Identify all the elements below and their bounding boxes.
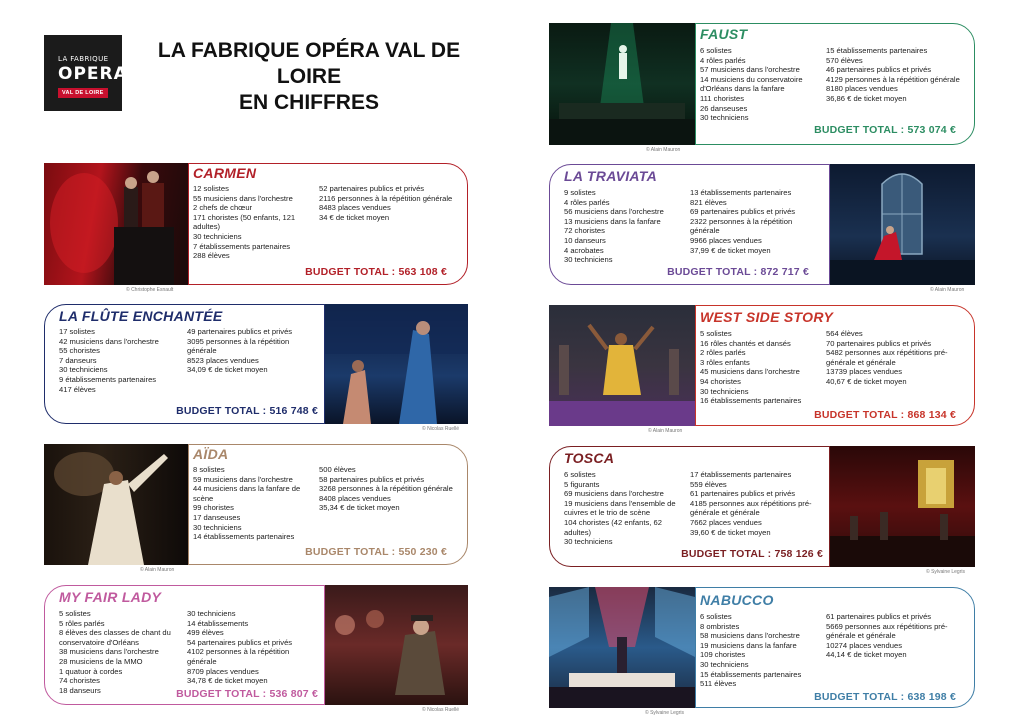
carmen-title: CARMEN [193, 165, 257, 181]
stat-line: 30 techniciens [700, 659, 749, 669]
stat-line: 17 danseuses [193, 512, 241, 522]
nabucco-budget: BUDGET TOTAL : 638 198 € [814, 691, 956, 703]
stat-line: 9966 places vendues [690, 235, 762, 245]
flute-stats-col-1 [59, 327, 184, 394]
stat-line: 17 solistes [59, 327, 95, 336]
aida-photo [44, 444, 188, 565]
stat-line: 288 élèves [193, 251, 230, 261]
stat-line: 55 musiciens dans l'orchestre [193, 193, 293, 203]
faust-stats-col-1 [700, 46, 824, 123]
page-title [124, 38, 494, 116]
stat-line: 5 rôles parlés [59, 618, 105, 628]
stat-line: 500 élèves [319, 465, 356, 474]
stat-line: 13 musiciens dans la fanfare [564, 216, 661, 226]
flute-card [44, 304, 325, 424]
fairlady-photo [325, 585, 468, 705]
flute-budget: BUDGET TOTAL : 516 748 € [176, 405, 318, 417]
aida-budget: BUDGET TOTAL : 550 230 € [305, 546, 447, 558]
stat-line: 499 élèves [187, 628, 224, 638]
stat-line: 26 danseuses [700, 103, 748, 113]
stat-line: 7662 places vendues [690, 517, 762, 527]
faust-photo-credit: © Alain Mauron [646, 147, 681, 153]
aida-stats-col-1 [193, 465, 315, 542]
stat-line: 30 techniciens [187, 609, 236, 618]
stat-line: 19 musiciens dans la fanfare [700, 640, 797, 650]
stat-line: 5 solistes [59, 609, 91, 618]
carmen-photo [44, 163, 188, 285]
nabucco-photo-credit: © Sylvaine Legris [645, 710, 684, 716]
stat-line: 35,34 € de ticket moyen [319, 503, 400, 513]
stat-line: 4 rôles parlés [564, 197, 610, 207]
aida-card [188, 444, 468, 565]
stat-line: 9 établissements partenaires [59, 374, 157, 384]
stat-line: 511 élèves [700, 679, 737, 689]
stat-line: 69 partenaires publics et privés [690, 207, 796, 217]
tosca-stats-col-1 [564, 470, 688, 547]
stat-line: 74 choristes [59, 676, 100, 686]
carmen-budget: BUDGET TOTAL : 563 108 € [305, 266, 447, 278]
stat-line: 6 solistes [700, 612, 732, 621]
stat-line: 5 solistes [700, 329, 732, 338]
stat-line: 2 rôles parlés [700, 348, 746, 358]
faust-card [695, 23, 975, 145]
stat-line: 8483 places vendues [319, 203, 391, 213]
stat-line: 5482 personnes aux répétitions pré-générale et générale [826, 348, 948, 367]
stat-line: 37,99 € de ticket moyen [690, 245, 771, 255]
logo-line-1: LA FABRIQUE [58, 55, 109, 63]
stat-line: 45 musiciens dans l'orchestre [700, 367, 800, 377]
flute-photo-credit: © Nicolas Ruellé [422, 426, 460, 432]
fabrique-opera-logo [44, 35, 128, 111]
stat-line: 564 élèves [826, 329, 863, 338]
stat-line: 3268 personnes à la répétition générale [319, 484, 453, 494]
fairlady-stats-col-1 [59, 609, 181, 695]
faust-budget: BUDGET TOTAL : 573 074 € [814, 124, 956, 136]
stat-line: 30 techniciens [564, 537, 613, 547]
traviata-photo [830, 164, 975, 285]
tosca-title: TOSCA [564, 450, 615, 466]
stat-line: 49 partenaires publics et privés [187, 327, 293, 336]
stat-line: 4 rôles parlés [700, 55, 746, 65]
stat-line: 30 techniciens [59, 365, 108, 375]
stat-line: 8180 places vendues [826, 84, 898, 94]
stat-line: 46 partenaires publics et privés [826, 65, 932, 75]
stat-line: 38 musiciens dans l'orchestre [59, 647, 159, 657]
stat-line: 570 élèves [826, 55, 863, 65]
stat-line: 44 musiciens dans la fanfare de scène [193, 484, 301, 503]
traviata-stats-col-1 [564, 188, 688, 265]
flute-title: LA FLÛTE ENCHANTÉE [59, 308, 223, 324]
stat-line: 54 partenaires publics et privés [187, 637, 293, 647]
stat-line: 14 établissements partenaires [193, 532, 295, 542]
traviata-budget: BUDGET TOTAL : 872 717 € [667, 266, 809, 278]
fairlady-card [44, 585, 325, 705]
stat-line: 30 techniciens [700, 113, 749, 123]
stat-line: 34,78 € de ticket moyen [187, 676, 268, 686]
stat-line: 111 choristes [700, 93, 745, 103]
stat-line: 171 choristes (50 enfants, 121 adultes) [193, 212, 296, 232]
nabucco-stats-col-2 [826, 612, 966, 660]
traviata-stats-col-2 [690, 188, 822, 255]
stat-line: 52 partenaires publics et privés [319, 184, 425, 193]
stat-line: 72 choristes [564, 226, 605, 236]
stat-line: 7 danseurs [59, 355, 97, 365]
stat-line: 4102 personnes à la répétition générale [187, 647, 290, 666]
stat-line: 13 établissements partenaires [690, 188, 792, 197]
traviata-card [549, 164, 830, 285]
faust-title: FAUST [700, 26, 748, 42]
fairlady-budget: BUDGET TOTAL : 536 807 € [176, 688, 318, 700]
tosca-photo [830, 446, 975, 567]
stat-line: 28 musiciens de la MMO [59, 656, 143, 666]
carmen-card [188, 163, 468, 285]
stat-line: 8523 places vendues [187, 355, 259, 365]
stat-line: 30 techniciens [193, 522, 242, 532]
stat-line: 8 solistes [193, 465, 225, 474]
fairlady-stats-col-2 [187, 609, 317, 686]
stat-line: 39,60 € de ticket moyen [690, 527, 771, 537]
stat-line: 559 élèves [690, 479, 727, 489]
stat-line: 61 partenaires publics et privés [690, 489, 796, 499]
stat-line: 5669 personnes aux répétitions pré-générale et générale [826, 621, 948, 641]
carmen-stats-col-2 [319, 184, 454, 222]
tosca-stats-col-2 [690, 470, 825, 537]
stat-line: 34 € de ticket moyen [319, 212, 390, 222]
stat-line: 69 musiciens dans l'orchestre [564, 489, 664, 499]
traviata-photo-credit: © Alain Mauron [930, 287, 965, 293]
stat-line: 4129 personnes à la répétition générale [826, 74, 960, 84]
westside-budget: BUDGET TOTAL : 868 134 € [814, 409, 956, 421]
stat-line: 14 établissements [187, 618, 249, 628]
stat-line: 19 musiciens dans l'ensemble de cuivres et le trio de scène [564, 498, 676, 518]
westside-card [695, 305, 975, 426]
stat-line: 4185 personnes aux répétitions pré-générale et générale [690, 498, 812, 518]
stat-line: 16 établissements partenaires [700, 396, 802, 406]
carmen-photo-credit: © Christophe Esnault [126, 287, 174, 293]
stat-line: 58 musiciens dans l'orchestre [700, 631, 800, 641]
tosca-photo-credit: © Sylvaine Legris [926, 569, 965, 575]
faust-stats-col-2 [826, 46, 964, 104]
aida-photo-credit: © Alain Mauron [140, 567, 175, 573]
stat-line: 61 partenaires publics et privés [826, 612, 932, 621]
westside-stats-col-2 [826, 329, 966, 387]
westside-title: WEST SIDE STORY [700, 309, 834, 325]
stat-line: 10274 places vendues [826, 640, 902, 650]
stat-line: 8709 places vendues [187, 666, 259, 676]
stat-line: 30 techniciens [564, 255, 613, 265]
stat-line: 13739 places vendues [826, 367, 902, 377]
fairlady-title: MY FAIR LADY [59, 589, 162, 605]
traviata-title: LA TRAVIATA [564, 168, 657, 184]
carmen-stats-col-1 [193, 184, 313, 261]
aida-stats-col-2 [319, 465, 454, 513]
nabucco-title: NABUCCO [700, 592, 774, 608]
stat-line: 99 choristes [193, 503, 234, 513]
stat-line: 12 solistes [193, 184, 229, 193]
stat-line: 57 musiciens dans l'orchestre [700, 65, 800, 75]
nabucco-photo [549, 587, 695, 708]
westside-photo-credit: © Alain Mauron [648, 428, 683, 434]
stat-line: 18 danseurs [59, 685, 101, 695]
stat-line: 5 figurants [564, 479, 600, 489]
stat-line: 6 solistes [700, 46, 732, 55]
logo-line-3: VAL DE LOIRE [58, 88, 108, 98]
stat-line: 6 solistes [564, 470, 596, 479]
westside-stats-col-1 [700, 329, 822, 406]
stat-line: 7 établissements partenaires [193, 241, 291, 251]
flute-photo [325, 304, 468, 424]
stat-line: 36,86 € de ticket moyen [826, 93, 907, 103]
westside-photo [549, 305, 695, 426]
stat-line: 55 choristes [59, 346, 100, 356]
stat-line: 2116 personnes à la répétition générale [319, 193, 453, 203]
stat-line: 4 acrobates [564, 245, 604, 255]
stat-line: 9 solistes [564, 188, 596, 197]
stat-line: 3095 personnes à la répétition générale [187, 336, 290, 356]
stat-line: 15 établissements partenaires [826, 46, 928, 55]
flute-stats-col-2 [187, 327, 317, 375]
stat-line: 34,09 € de ticket moyen [187, 365, 268, 375]
stat-line: 58 partenaires publics et privés [319, 474, 425, 484]
stat-line: 70 partenaires publics et privés [826, 338, 932, 348]
stat-line: 109 choristes [700, 650, 746, 660]
stat-line: 42 musiciens dans l'orchestre [59, 336, 159, 346]
stat-line: 8 élèves des classes de chant du conservatoire d'Orléans [59, 628, 171, 647]
stat-line: 104 choristes (42 enfants, 62 adultes) [564, 517, 662, 537]
stat-line: 15 établissements partenaires [700, 669, 802, 679]
stat-line: 1 quatuor à cordes [59, 666, 123, 676]
stat-line: 10 danseurs [564, 235, 606, 245]
tosca-card [549, 446, 830, 567]
stat-line: 3 rôles enfants [700, 357, 750, 367]
nabucco-stats-col-1 [700, 612, 822, 689]
stat-line: 94 choristes [700, 376, 741, 386]
stat-line: 8408 places vendues [319, 493, 391, 503]
stat-line: 16 rôles chantés et dansés [700, 338, 791, 348]
nabucco-card [695, 587, 975, 708]
aida-title: AÏDA [193, 446, 229, 462]
stat-line: 8 ombristes [700, 621, 740, 631]
stat-line: 59 musiciens dans l'orchestre [193, 474, 293, 484]
page-title-line-1: LA FABRIQUE OPÉRA VAL DE LOIRE [157, 39, 461, 88]
stat-line: 417 élèves [59, 384, 96, 394]
stat-line: 30 techniciens [193, 231, 242, 241]
stat-line: 40,67 € de ticket moyen [826, 376, 907, 386]
logo-line-2: OPERA [58, 64, 128, 84]
faust-photo [549, 23, 695, 145]
stat-line: 2322 personnes à la répétition générale [690, 216, 793, 236]
stat-line: 821 élèves [690, 197, 727, 207]
fairlady-photo-credit: © Nicolas Ruellé [422, 707, 460, 713]
stat-line: 2 chefs de chœur [193, 203, 253, 213]
stat-line: 14 musiciens du conservatoire d'Orléans dans la fanfare [700, 74, 803, 94]
stat-line: 30 techniciens [700, 386, 749, 396]
tosca-budget: BUDGET TOTAL : 758 126 € [681, 548, 823, 560]
stat-line: 17 établissements partenaires [690, 470, 792, 479]
page-title-line-2: EN CHIFFRES [238, 91, 379, 114]
stat-line: 56 musiciens dans l'orchestre [564, 207, 664, 217]
stat-line: 44,14 € de ticket moyen [826, 650, 907, 660]
